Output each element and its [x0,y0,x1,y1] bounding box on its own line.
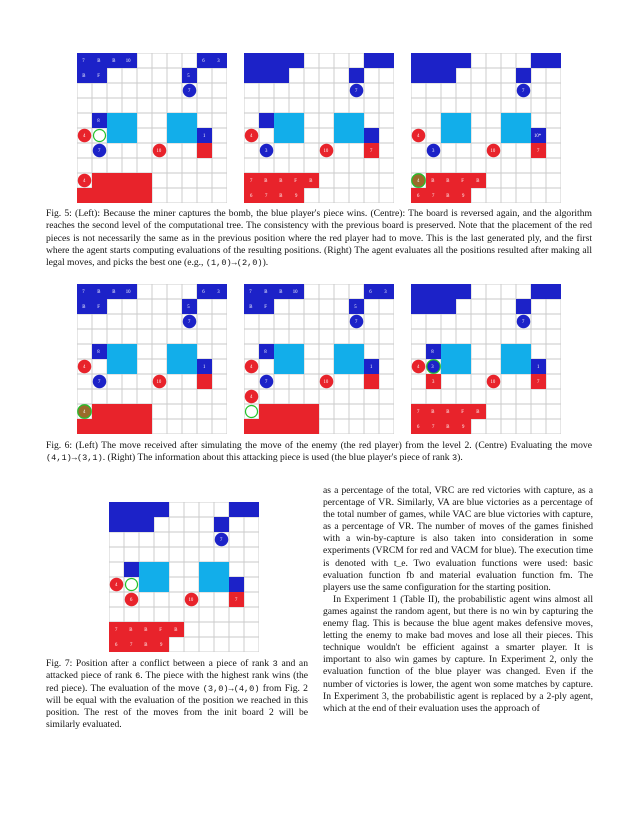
svg-text:B [129,628,132,633]
svg-text:B [82,305,85,310]
svg-text:10 [293,290,298,295]
svg-text:B [446,425,449,430]
svg-text:B [174,628,177,633]
svg-text:B [431,410,434,415]
svg-text:F [294,179,297,184]
svg-text:10 [324,380,329,385]
svg-text:10 [126,59,131,64]
fig5-board-left [77,53,227,203]
svg-text:B [97,59,100,64]
fig6-board-left [77,284,227,434]
svg-text:B [309,179,312,184]
svg-text:B [446,410,449,415]
selection-ring [94,130,106,142]
svg-text:B [476,410,479,415]
body-paragraph-1: as a percentage of the total, VRC are red victories with capture, as a percentage of VR. Similarly, VA are blue victories as a percentage of the total number of games, while VAC are blue victories with capture, as a percentage of VR. The number of moves of the games finished with a win-by-capture is also taken into consideration in some experiments (VRCM for red and VACM for blue). The execution time is denoted with t_e. Two evaluation functions were used: basic evaluation function fb and material evaluation function fm. The players use the same configuration for the starting position. [323,485,593,593]
svg-text:10* [534,134,542,139]
board-grid [244,284,394,434]
svg-text:B [476,179,479,184]
body-text-column [323,485,593,715]
svg-text:10 [189,598,194,603]
svg-text:B [446,194,449,199]
svg-text:10 [324,149,329,154]
svg-text:10 [157,380,162,385]
svg-text:F [97,305,100,310]
fig5-caption: Fig. 5: (Left): Because the miner captures the bomb, the blue player's piece wins. (Centre): The board is reversed again, and the algorithm reaches the second level of the computational tree. The consistency with the previous board is preserved. Note that the placement of the red pieces is not necessarily the same as in the previous position where the red player had to move. This is the last generated ply, and the first where the agent starts computing evaluations of the resulting positions. (Right) The agent evaluates all the positions resulted after making all legal moves, and picks the best one (e.g., (1,0)→(2,0)). [46,208,592,269]
svg-text:B [279,194,282,199]
svg-text:B [112,290,115,295]
svg-text:F [461,179,464,184]
board-grid [411,53,561,203]
svg-text:B [97,290,100,295]
fig5-board-centre [244,53,394,203]
svg-text:F [159,628,162,633]
svg-text:10 [491,149,496,154]
fig6-board-right [411,284,561,434]
board-grid [77,284,227,434]
fig5-board-right [411,53,561,203]
fig7-board [109,502,259,652]
svg-text:B [279,290,282,295]
body-paragraph-2: In Experiment 1 (Table II), the probabilistic agent wins almost all games against the random agent, but there is no win by capturing the enemy flag. This is because the blue agent makes defensive moves, letting the enemy to make bad moves and lose all their pieces. This technique wouldn't be efficient against a smarter player. It is important to also win games by capture. In Experiment 2, only the evaluation function of the blue player was changed. Even if the number of victories is lower, the agent won some matches by capture. In Experiment 3, the probabilistic agent is replaced by a 2-ply agent, which at the end of their evaluation uses the approach of [323,593,593,714]
svg-text:B [264,290,267,295]
fig6-board-centre [244,284,394,434]
svg-text:B [264,179,267,184]
svg-text:B [144,628,147,633]
svg-text:F [264,305,267,310]
svg-text:B [82,74,85,79]
fig6-caption: Fig. 6: (Left) The move received after simulating the move of the enemy (the red player) from the level 2. (Centre) Evaluating the move (4,1)→(3,1). (Right) The information about this attacking piece is used (the blue player's piece of rank 3). [46,440,592,464]
svg-text:B [249,305,252,310]
board-grid [109,502,259,652]
fig7-caption: Fig. 7: Position after a conflict between a piece of rank 3 and an attacked piece of rank 6. The piece with the highest rank wins (the red piece). The evaluation of the move (3,0)→(4,0) from Fig. 2 will be equal with the evaluation of the position we reached in this position. The rest of the moves from the init board 2 will be similarly evaluated. [46,658,309,731]
svg-text:B [112,59,115,64]
board-grid [77,53,227,203]
board-grid [411,284,561,434]
svg-text:10 [491,380,496,385]
svg-text:F [97,74,100,79]
svg-text:10 [126,290,131,295]
svg-text:F [461,410,464,415]
board-grid [244,53,394,203]
svg-text:10 [157,149,162,154]
svg-text:B [279,179,282,184]
svg-text:B [144,643,147,648]
svg-text:B [431,179,434,184]
svg-text:B [446,179,449,184]
